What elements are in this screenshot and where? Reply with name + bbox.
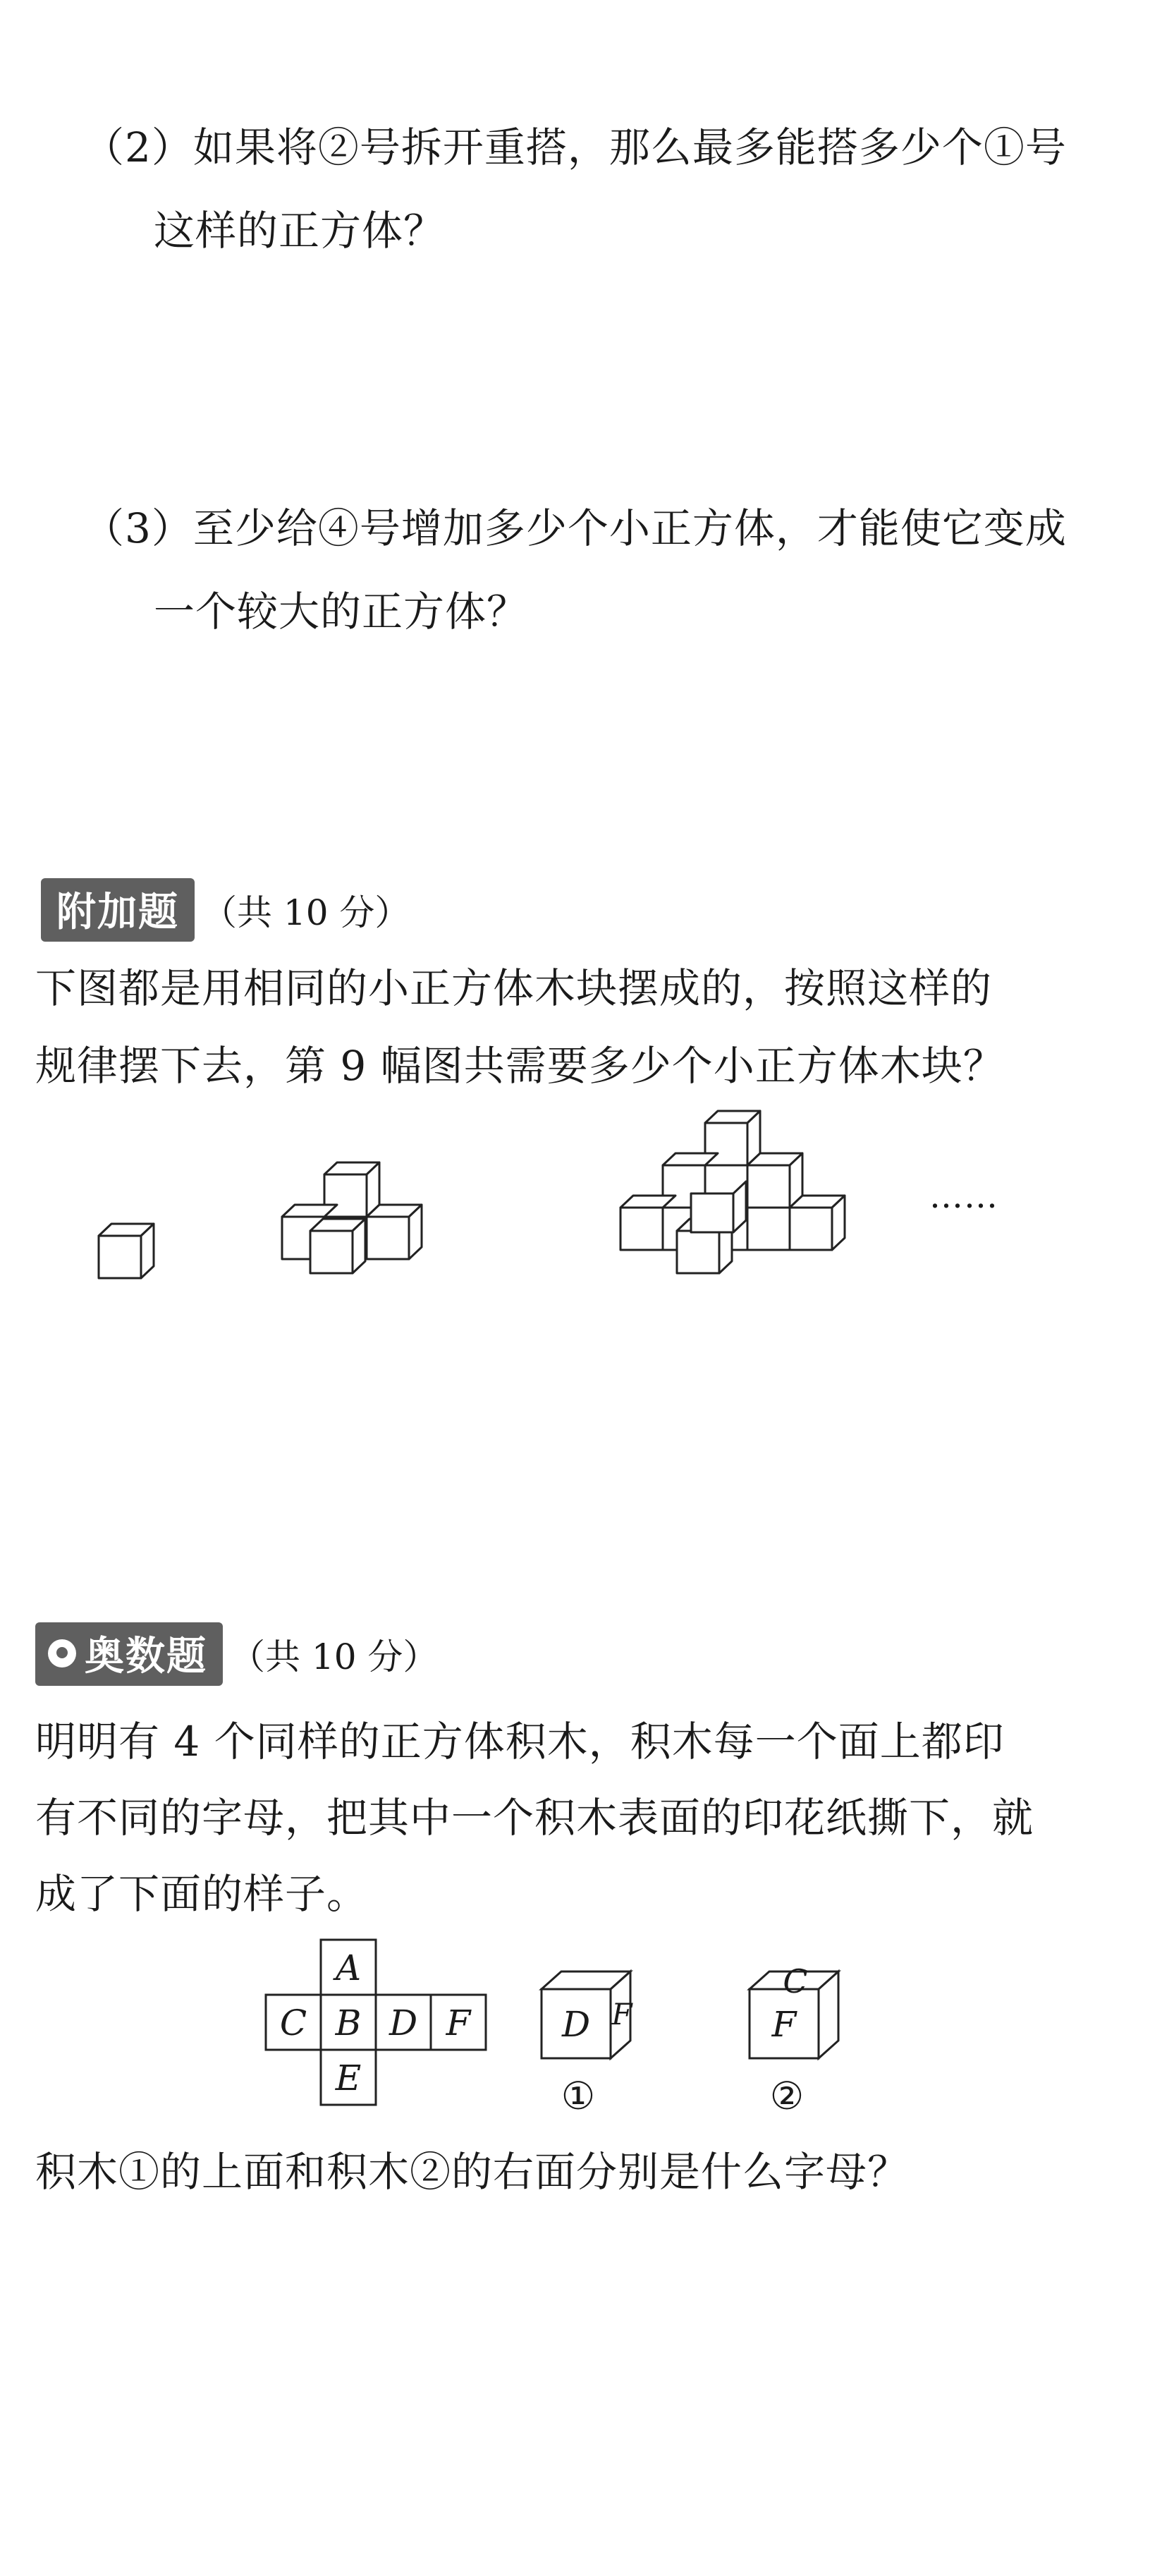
bonus-score: （共 10 分） [202, 892, 410, 933]
bonus-badge: 附加题 [41, 878, 195, 942]
cube2-front-letter: F [771, 2004, 797, 2045]
olympiad-line2: 有不同的字母，把其中一个积木表面的印花纸撕下，就 [35, 1794, 1034, 1842]
net-letter-top: A [335, 1948, 362, 1988]
olympiad-line1: 明明有 4 个同样的正方体积木，积木每一个面上都印 [35, 1718, 1005, 1766]
olympiad-line3: 成了下面的样子。 [35, 1870, 369, 1918]
q2-line2: 这样的正方体？ [154, 207, 446, 255]
olympiad-badge-label: 奥数题 [85, 1634, 207, 1679]
net-letter-b: B [335, 2003, 362, 2043]
olympiad-score: （共 10 分） [230, 1636, 439, 1677]
q3-line1: （3）至少给④号增加多少个小正方体，才能使它变成 [83, 504, 1067, 552]
net-letter-f: F [446, 2003, 471, 2043]
q3-line2: 一个较大的正方体？ [154, 588, 529, 636]
bonus-line1: 下图都是用相同的小正方体木块摆成的，按照这样的 [35, 964, 993, 1012]
cube1-right-letter: F [611, 1997, 632, 2031]
olympiad-question: 积木①的上面和积木②的右面分别是什么字母？ [35, 2148, 910, 2196]
q2-line1: （2）如果将②号拆开重搭，那么最多能搭多少个①号 [83, 123, 1067, 171]
figures-ellipsis: …… [929, 1177, 998, 1216]
cube1-label: ① [561, 2074, 596, 2118]
cube2-label: ② [769, 2074, 805, 2118]
cube2-top-letter: C [783, 1962, 808, 2000]
cube1-front-letter: D [561, 2004, 591, 2045]
net-letter-bottom: E [335, 2058, 362, 2098]
bonus-line2: 规律摆下去，第 9 幅图共需要多少个小正方体木块？ [35, 1042, 1005, 1090]
net-letter-d: D [389, 2003, 418, 2043]
net-letter-c: C [279, 2003, 307, 2043]
